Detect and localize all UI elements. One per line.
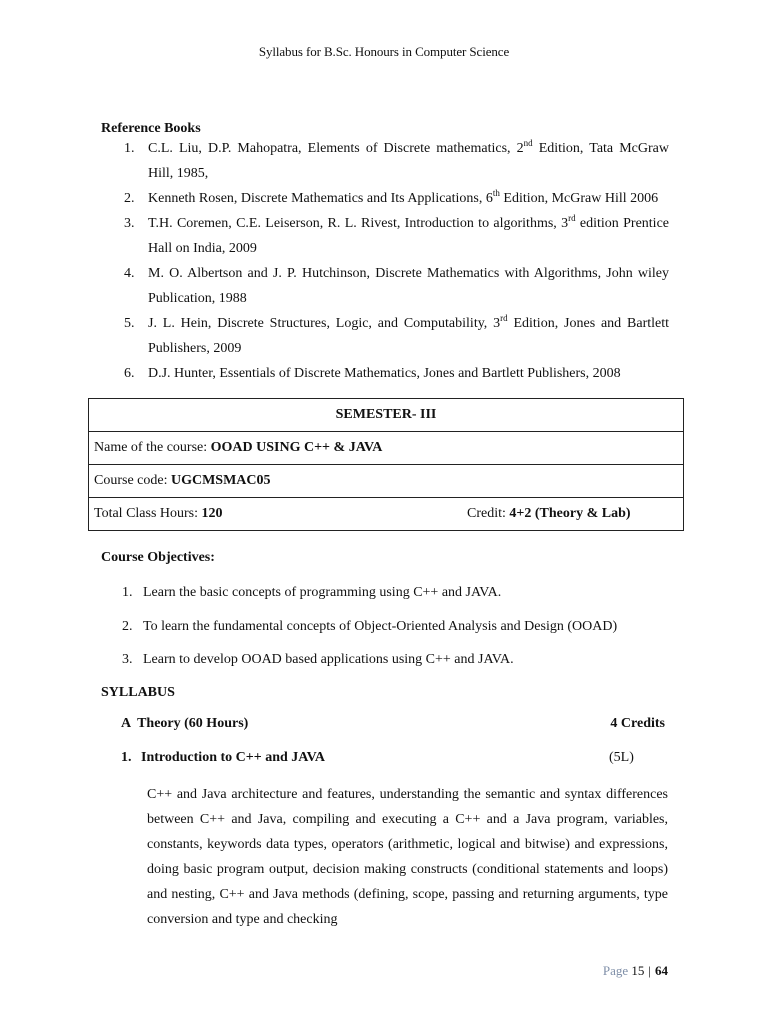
page-header: Syllabus for B.Sc. Honours in Computer Science [258,44,510,59]
theory-row [121,716,667,732]
unit-1-row [121,750,667,766]
theory-credits: 4 Credits [610,716,665,731]
course-code-cell: Course code: UGCMSMAC05 [89,465,684,498]
theory-label: A Theory (60 Hours) [121,716,249,731]
reference-books-heading: Reference Books [101,121,201,136]
page-total: 64 [655,963,668,978]
unit-hours: (5L) [609,750,634,765]
credit: Credit: 4+2 (Theory & Lab) [467,506,631,521]
page-label: Page [602,963,629,978]
unit-1-description: C++ and Java architecture and features, understanding the semantic and syntax differences between C++ and Java, compiling and executing a C++ and a Java program, variables, constants, keywords data types, operators (arithmetic, logical and bitwise) and expressions, doing basic program output, decision making constructs (conditional statements and loops) and nesting, C++ and Java methods (defining, scope, passing and returning arguments, type conversion and type and checking [147,787,668,927]
list-item: 3. Learn to develop OOAD based applications using C++ and JAVA. [122,652,514,667]
syllabus-heading: SYLLABUS [101,685,175,700]
course-objectives-list [122,576,682,677]
list-item: 1. Learn the basic concepts of programming using C++ and JAVA. [122,585,502,600]
reference-books-list [124,136,669,386]
course-objectives-heading: Course Objectives: [101,550,215,565]
list-item: 2. Kenneth Rosen, Discrete Mathematics and Its Applications, 6th Edition, McGraw Hill 2006 [124,188,659,206]
course-code: UGCMSMAC05 [170,473,271,488]
semester-title: SEMESTER- III [89,399,684,432]
page-number: 15 [631,963,645,978]
class-hours: 120 [201,506,223,521]
course-name: OOAD USING C++ & JAVA [210,440,383,455]
page-separator: | [648,963,651,978]
list-item: 5. J. L. Hein, Discrete Structures, Logic, and Computability, 3rd Edition, Jones and Bartlett Publishers, 2009 [124,313,669,356]
list-item: 3. T.H. Coremen, C.E. Leiserson, R. L. Rivest, Introduction to algorithms, 3rd edition Prentice Hall on India, 2009 [124,213,669,256]
unit-number: 1. [121,750,132,765]
list-item: 6. D.J. Hunter, Essentials of Discrete Mathematics, Jones and Bartlett Publishers, 2008 [124,366,621,381]
page-footer [0,963,668,979]
hours-credit-cell: Total Class Hours: 120 Credit: 4+2 (Theory & Lab) [89,498,684,531]
course-name-cell: Name of the course: OOAD USING C++ & JAVA [89,432,684,465]
semester-table [88,398,684,531]
unit-title: Introduction to C++ and JAVA [141,750,326,765]
list-item: 1. C.L. Liu, D.P. Mahopatra, Elements of Discrete mathematics, 2nd Edition, Tata McGraw Hill, 1985, [124,138,669,181]
list-item: 2. To learn the fundamental concepts of Object-Oriented Analysis and Design (OOAD) [122,618,618,634]
list-item: 4. M. O. Albertson and J. P. Hutchinson, Discrete Mathematics with Algorithms, John wiley Publication, 1988 [124,266,669,306]
